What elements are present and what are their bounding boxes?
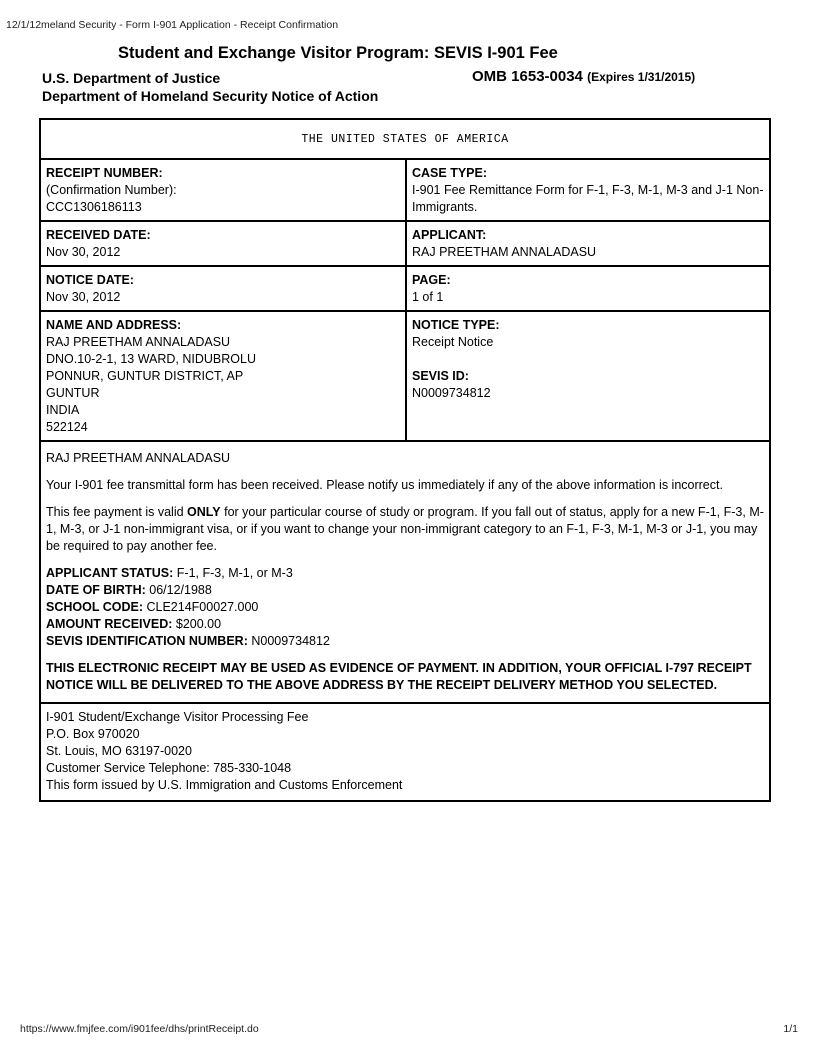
amount-received-value: $200.00 bbox=[175, 617, 222, 631]
receipt-number-value: CCC1306186113 bbox=[46, 200, 142, 214]
omb-number-value: OMB 1653-0034 bbox=[472, 68, 583, 85]
row-notice-page bbox=[41, 267, 769, 312]
received-date-cell bbox=[41, 222, 407, 265]
processing-fee-footer bbox=[41, 704, 769, 800]
applicant-cell bbox=[407, 222, 769, 265]
date-of-birth-label: DATE OF BIRTH: bbox=[46, 583, 146, 597]
applicant-value: RAJ PREETHAM ANNALADASU bbox=[412, 245, 597, 259]
validity-only-emphasis: ONLY bbox=[187, 505, 221, 519]
notice-type-value: Receipt Notice bbox=[412, 335, 494, 349]
page-title: Student and Exchange Visitor Program: SEVIS I-901 Fee bbox=[118, 44, 558, 62]
browser-print-footer-page: 1/1 bbox=[783, 1023, 798, 1035]
page-value: 1 of 1 bbox=[412, 290, 444, 304]
notice-type-cell bbox=[407, 312, 769, 440]
browser-print-footer-url: https://www.fmjfee.com/i901fee/dhs/printReceipt.do bbox=[20, 1023, 259, 1035]
receipt-number-cell bbox=[41, 160, 407, 220]
row-address-notice-type bbox=[41, 312, 769, 442]
notice-date-cell bbox=[41, 267, 407, 310]
confirmation-number-label: (Confirmation Number): bbox=[46, 183, 177, 197]
department-homeland-security: Department of Homeland Security Notice of Action bbox=[42, 88, 379, 104]
notice-of-action-form bbox=[39, 118, 771, 802]
department-justice: U.S. Department of Justice bbox=[42, 70, 221, 86]
received-date-value: Nov 30, 2012 bbox=[46, 245, 121, 259]
validity-text-post: for your particular course of study or program. If you fall out of status, apply for a new F-1, F-3, M-1, M-3, or J-1 non-immigrant visa, or if you want to change your non-immigrant category to an F-1, F-3, M-1, M-3 or J-1, you may be required to pay another fee. bbox=[46, 505, 764, 553]
body-paragraph-validity bbox=[46, 504, 764, 555]
browser-print-header: 12/1/12meland Security - Form I-901 Application - Receipt Confirmation bbox=[6, 19, 339, 31]
school-code-label: SCHOOL CODE: bbox=[46, 600, 143, 614]
country-banner: THE UNITED STATES OF AMERICA bbox=[41, 120, 769, 160]
sevis-identification-line bbox=[46, 633, 764, 650]
evidence-of-payment-notice: THIS ELECTRONIC RECEIPT MAY BE USED AS EVIDENCE OF PAYMENT. IN ADDITION, YOUR OFFICIAL I-797 RECEIPT NOTICE WILL BE DELIVERED TO THE ABOVE ADDRESS BY THE RECEIPT DELIVERY METHOD YOU SELECTED. bbox=[46, 661, 752, 692]
footer-line: Customer Service Telephone: 785-330-1048 bbox=[46, 761, 292, 775]
applicant-details bbox=[46, 565, 764, 650]
row-receipt-case bbox=[41, 160, 769, 222]
sevis-identification-value: N0009734812 bbox=[251, 634, 330, 648]
footer-line: St. Louis, MO 63197-0020 bbox=[46, 744, 192, 758]
name-address-cell bbox=[41, 312, 407, 440]
notice-date-value: Nov 30, 2012 bbox=[46, 290, 121, 304]
name-address-label: NAME AND ADDRESS: bbox=[46, 318, 182, 332]
case-type-cell bbox=[407, 160, 769, 220]
sevis-id-label: SEVIS ID: bbox=[412, 369, 469, 383]
address-line: DNO.10-2-1, 13 WARD, NIDUBROLU bbox=[46, 352, 256, 366]
applicant-status-line bbox=[46, 565, 764, 582]
case-type-value: I-901 Fee Remittance Form for F-1, F-3, M-1, M-3 and J-1 Non-Immigrants. bbox=[412, 183, 764, 214]
applicant-label: APPLICANT: bbox=[412, 228, 487, 242]
case-type-label: CASE TYPE: bbox=[412, 166, 488, 180]
school-code-value: CLE214F00027.000 bbox=[146, 600, 259, 614]
footer-line: P.O. Box 970020 bbox=[46, 727, 140, 741]
sevis-id-value: N0009734812 bbox=[412, 386, 491, 400]
row-received-applicant bbox=[41, 222, 769, 267]
date-of-birth-line bbox=[46, 582, 764, 599]
footer-line: I-901 Student/Exchange Visitor Processing Fee bbox=[46, 710, 309, 724]
amount-received-line bbox=[46, 616, 764, 633]
received-date-label: RECEIVED DATE: bbox=[46, 228, 151, 242]
address-line: RAJ PREETHAM ANNALADASU bbox=[46, 335, 231, 349]
applicant-status-label: APPLICANT STATUS: bbox=[46, 566, 174, 580]
body-applicant-name: RAJ PREETHAM ANNALADASU bbox=[46, 451, 231, 465]
date-of-birth-value: 06/12/1988 bbox=[149, 583, 212, 597]
page-cell bbox=[407, 267, 769, 310]
notice-type-label: NOTICE TYPE: bbox=[412, 318, 500, 332]
receipt-number-label: RECEIPT NUMBER: bbox=[46, 166, 163, 180]
body-paragraph-received: Your I-901 fee transmittal form has been received. Please notify us immediately if any of the above information is incorrect. bbox=[46, 478, 723, 492]
amount-received-label: AMOUNT RECEIVED: bbox=[46, 617, 173, 631]
sevis-identification-label: SEVIS IDENTIFICATION NUMBER: bbox=[46, 634, 248, 648]
page-label: PAGE: bbox=[412, 273, 451, 287]
applicant-status-value: F-1, F-3, M-1, or M-3 bbox=[176, 566, 293, 580]
omb-expiration: (Expires 1/31/2015) bbox=[587, 70, 696, 84]
validity-text-pre: This fee payment is valid bbox=[46, 505, 188, 519]
notice-body bbox=[41, 442, 769, 704]
address-line: 522124 bbox=[46, 420, 88, 434]
school-code-line bbox=[46, 599, 764, 616]
address-line: INDIA bbox=[46, 403, 80, 417]
omb-number bbox=[472, 68, 695, 85]
footer-line: This form issued by U.S. Immigration and Customs Enforcement bbox=[46, 778, 403, 792]
notice-date-label: NOTICE DATE: bbox=[46, 273, 134, 287]
address-line: GUNTUR bbox=[46, 386, 100, 400]
address-line: PONNUR, GUNTUR DISTRICT, AP bbox=[46, 369, 244, 383]
